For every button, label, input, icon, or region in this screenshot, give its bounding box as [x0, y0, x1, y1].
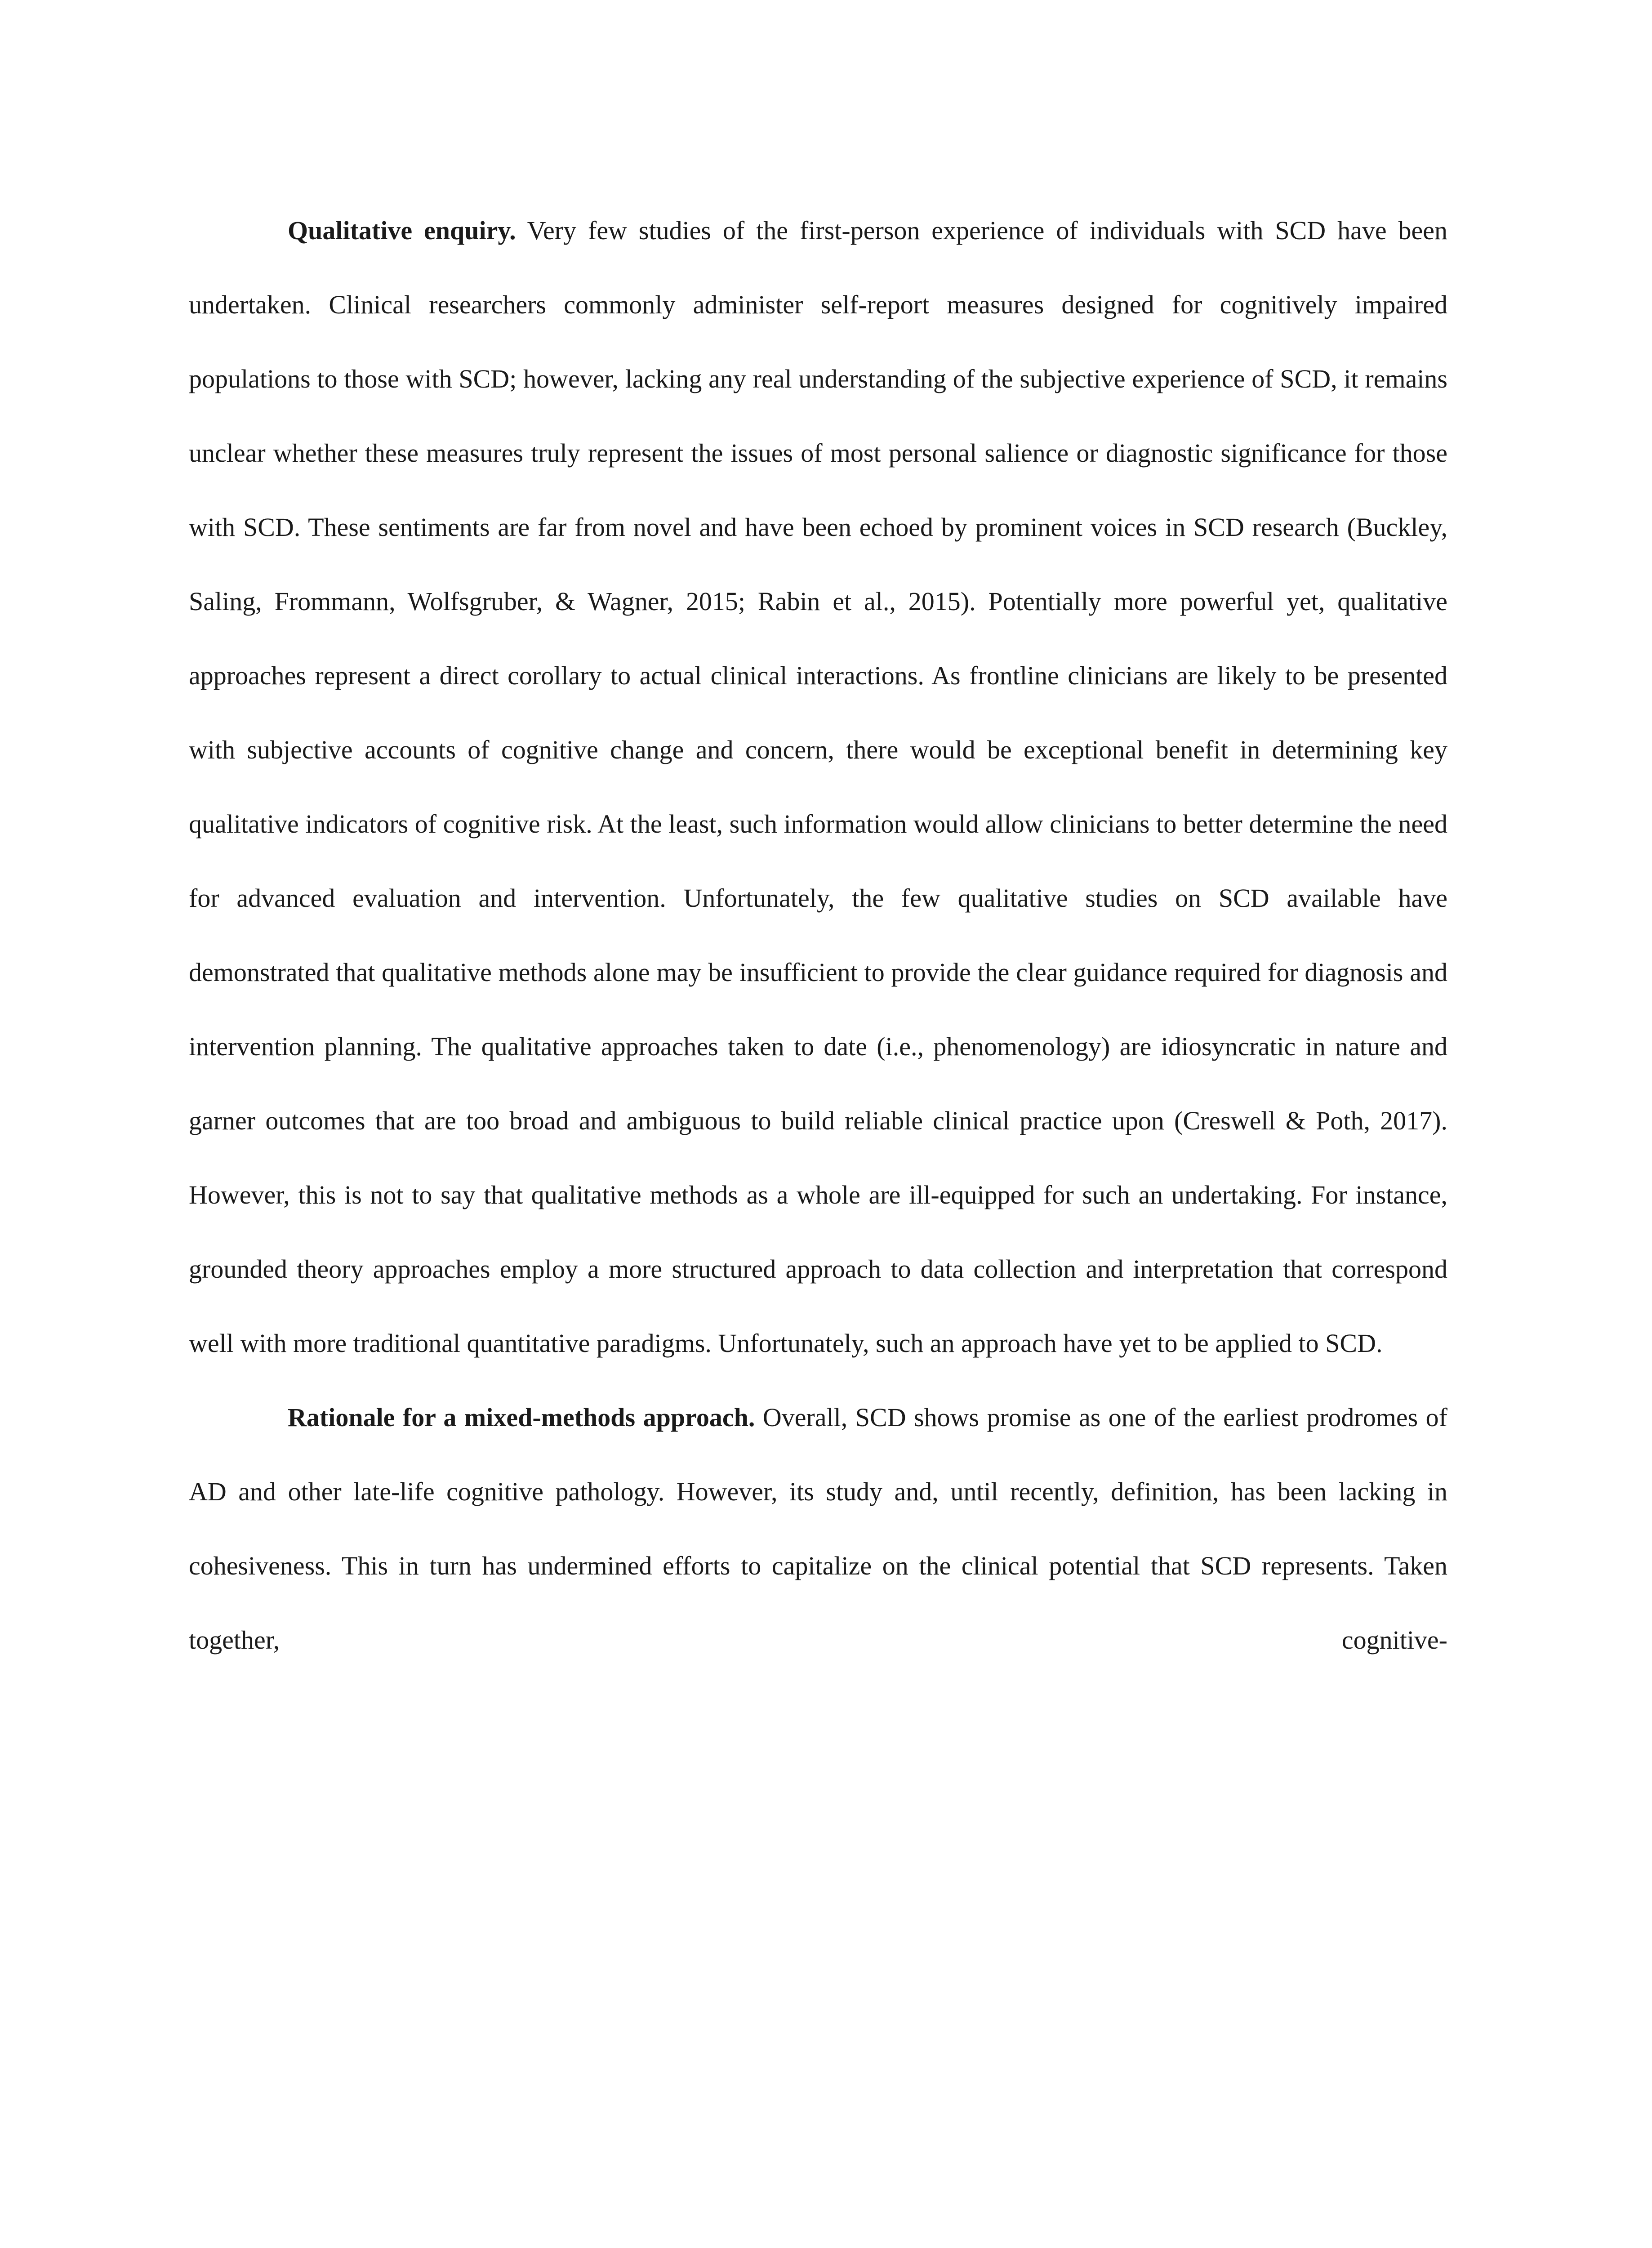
paragraph-qualitative-enquiry [189, 193, 1447, 1380]
paragraph-heading: Rationale for a mixed-methods approach. [288, 1403, 755, 1432]
document-page [189, 193, 1447, 1677]
paragraph-heading: Qualitative enquiry. [288, 216, 516, 245]
paragraph-body: Overall, SCD shows promise as one of the earliest prodromes of AD and other late-life cognitive pathology. However, its study and, until recently, definition, has been lacking in cohesiveness. This in turn has undermined efforts to capitalize on the clinical potential that SCD represents. Taken together, cognitive- [189, 1403, 1447, 1655]
paragraph-body: Very few studies of the first-person experience of individuals with SCD have been undertaken. Clinical researchers commonly administer self-report measures designed for cognitively impaired populations to those with SCD; however, lacking any real understanding of the subjective experience of SCD, it remains unclear whether these measures truly represent the issues of most personal salience or diagnostic significance for those with SCD. These sentiments are far from novel and have been echoed by prominent voices in SCD research (Buckley, Saling, Frommann, Wolfsgruber, & Wagner, 2015; Rabin et al., 2015). Potentially more powerful yet, qualitative approaches represent a direct corollary to actual clinical interactions. As frontline clinicians are likely to be presented with subjective accounts of cognitive change and concern, there would be exceptional benefit in determining key qualitative indicators of cognitive risk. At the least, such information would allow clinicians to better determine the need for advanced evaluation and intervention. Unfortunately, the few qualitative studies on SCD available have demonstrated that qualitative methods alone may be insufficient to provide the clear guidance required for diagnosis and intervention planning. The qualitative approaches taken to date (i.e., phenomenology) are idiosyncratic in nature and garner outcomes that are too broad and ambiguous to build reliable clinical practice upon (Creswell & Poth, 2017). However, this is not to say that qualitative methods as a whole are ill-equipped for such an undertaking. For instance, grounded theory approaches employ a more structured approach to data collection and interpretation that correspond well with more traditional quantitative paradigms. Unfortunately, such an approach have yet to be applied to SCD. [189, 216, 1447, 1358]
paragraph-rationale [189, 1380, 1447, 1677]
